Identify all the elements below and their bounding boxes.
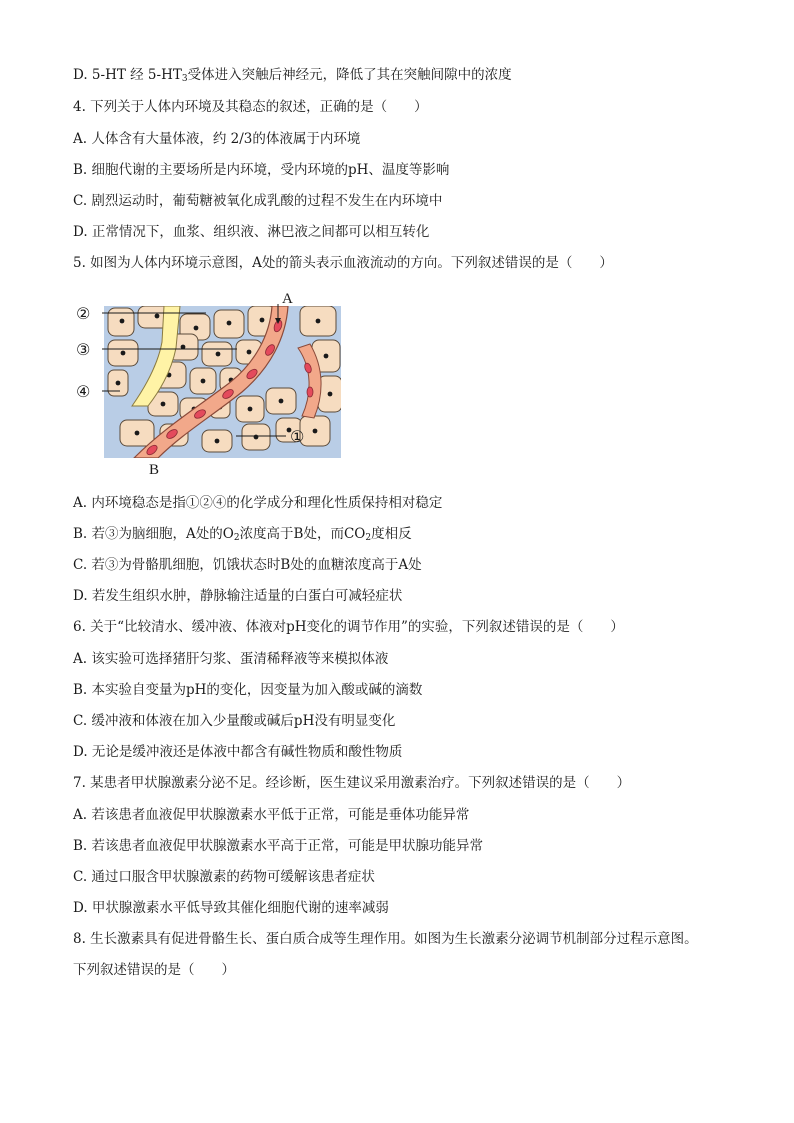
- q4-stem: 4. 下列关于人体内环境及其稳态的叙述，正确的是（ ）: [73, 99, 428, 115]
- label-circle-3: ③: [76, 340, 91, 359]
- label-A: A: [282, 291, 293, 307]
- q7-option-c: C. 通过口服含甲状腺激素的药物可缓解该患者症状: [73, 869, 375, 885]
- q5-option-d: D. 若发生组织水肿，静脉输注适量的白蛋白可减轻症状: [73, 588, 403, 604]
- q4-option-d: D. 正常情况下，血浆、组织液、淋巴液之间都可以相互转化: [73, 224, 430, 240]
- q3-option-d: D. 5-HT 经 $5-HT_3$受体进入突触后神经元，降低了其在突触间隙中的浓度: [73, 67, 512, 84]
- q8-stem: 8. 生长激素具有促进骨骼生长、蛋白质合成等生理作用。如图为生长激素分泌调节机制部分过程示意图。: [73, 931, 698, 947]
- q6-option-a: A. 该实验可选择猪肝匀浆、蛋清稀释液等来模拟体液: [73, 651, 389, 667]
- q6-option-d: D. 无论是缓冲液还是体液中都含有碱性物质和酸性物质: [73, 744, 403, 760]
- label-circle-4: ④: [76, 382, 91, 401]
- q4-option-c: C. 剧烈运动时，葡萄糖被氧化成乳酸的过程不发生在内环境中: [73, 193, 443, 209]
- q6-option-c: C. 缓冲液和体液在加入少量酸或碱后pH没有明显变化: [73, 713, 396, 729]
- q7-option-a: A. 若该患者血液促甲状腺激素水平低于正常，可能是垂体功能异常: [73, 807, 470, 823]
- label-B: B: [149, 462, 160, 478]
- q6-option-b: B. 本实验自变量为pH的变化，因变量为加入酸或碱的滴数: [73, 682, 423, 698]
- q4-option-a: A. 人体含有大量体液，约 2/3的体液属于内环境: [73, 131, 361, 147]
- label-circle-2: ②: [76, 304, 91, 323]
- q5-option-c: C. 若③为骨骼肌细胞，饥饿状态时B处的血糖浓度高于A处: [73, 557, 422, 573]
- q4-option-b: B. 细胞代谢的主要场所是内环境，受内环境的pH、温度等影响: [73, 162, 450, 178]
- q6-stem: 6. 关于“比较清水、缓冲液、体液对pH变化的调节作用”的实验，下列叙述错误的是（ ）: [73, 619, 624, 635]
- q5-option-b: B. 若③为脑细胞，A处的$O_2$浓度高于B处，而$CO_2$度相反: [73, 526, 412, 543]
- q7-stem: 7. 某患者甲状腺激素分泌不足。经诊断，医生建议采用激素治疗。下列叙述错误的是（ ）: [73, 775, 631, 791]
- q7-option-d: D. 甲状腺激素水平低导致其催化细胞代谢的速率减弱: [73, 900, 389, 916]
- q5-option-a: A. 内环境稳态是指①②④的化学成分和理化性质保持相对稳定: [73, 495, 443, 511]
- internal-environment-diagram: [72, 288, 352, 478]
- q7-option-b: B. 若该患者血液促甲状腺激素水平高于正常，可能是甲状腺功能异常: [73, 838, 484, 854]
- q5-stem: 5. 如图为人体内环境示意图，A处的箭头表示血液流动的方向。下列叙述错误的是（ ）: [73, 255, 613, 271]
- label-circle-1: ①: [290, 427, 305, 446]
- q8-stem-cont: 下列叙述错误的是（ ）: [73, 962, 235, 978]
